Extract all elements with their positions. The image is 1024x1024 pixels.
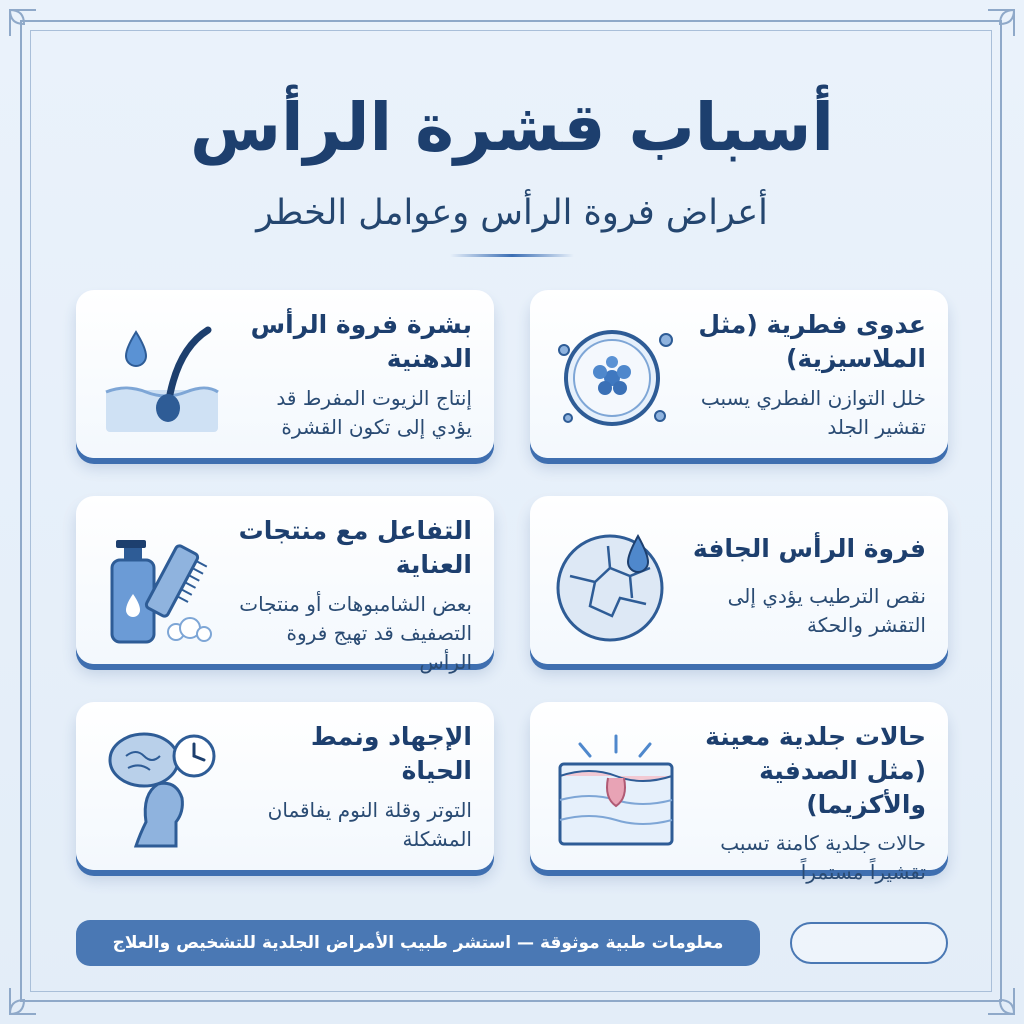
cause-card-skin-conditions xyxy=(530,702,948,885)
card-description: إنتاج الزيوت المفرط قد يؤدي إلى تكون القشرة xyxy=(276,385,472,439)
page-subtitle: أعراض فروة الرأس وعوامل الخطر xyxy=(256,193,768,233)
cause-card-dry-scalp xyxy=(530,496,948,664)
cause-card-fungal-infection xyxy=(530,290,948,458)
card-title: التفاعل مع منتجات العناية xyxy=(238,516,472,579)
card-title: الإجهاد ونمط الحياة xyxy=(310,722,472,785)
medical-disclaimer: معلومات طبية موثوقة — استشر طبيب الأمراض الجلدية للتشخيص والعلاج xyxy=(76,920,760,966)
corner-ornament-icon xyxy=(982,982,1018,1018)
footer-outline-button[interactable] xyxy=(790,922,948,964)
card-description: التوتر وقلة النوم يفاقمان المشكلة xyxy=(267,797,472,851)
cause-card-oily-scalp xyxy=(76,290,494,458)
oil-drop-hair-follicle-icon xyxy=(96,310,226,440)
corner-ornament-icon xyxy=(6,6,42,42)
shampoo-comb-icon xyxy=(96,516,226,646)
title-divider xyxy=(450,254,574,257)
card-title: فروة الرأس الجافة xyxy=(692,534,926,563)
corner-ornament-icon xyxy=(6,982,42,1018)
card-description: نقص الترطيب يؤدي إلى التقشر والحكة xyxy=(727,583,926,637)
card-title: بشرة فروة الرأس الدهنية xyxy=(250,310,472,373)
cause-card-stress-lifestyle xyxy=(76,702,494,870)
page-title: أسباب قشرة الرأس xyxy=(189,89,835,166)
corner-ornament-icon xyxy=(982,6,1018,42)
card-title: عدوى فطرية (مثل الملاسيزية) xyxy=(698,310,926,373)
skin-layers-icon xyxy=(550,722,680,852)
cracked-skin-drop-icon xyxy=(550,516,680,646)
card-description: بعض الشامبوهات أو منتجات التصفيف قد تهيج فروة الرأس xyxy=(239,591,472,674)
cause-card-product-reaction xyxy=(76,496,494,674)
card-title: حالات جلدية معينة (مثل الصدفية والأكزيما) xyxy=(705,722,926,819)
fungus-microscope-icon xyxy=(550,310,680,440)
brain-clock-head-icon xyxy=(96,722,226,852)
card-description: حالات جلدية كامنة تسبب تقشيراً مستمراً xyxy=(720,831,926,885)
card-description: خلل التوازن الفطري يسبب تقشير الجلد xyxy=(700,385,926,439)
